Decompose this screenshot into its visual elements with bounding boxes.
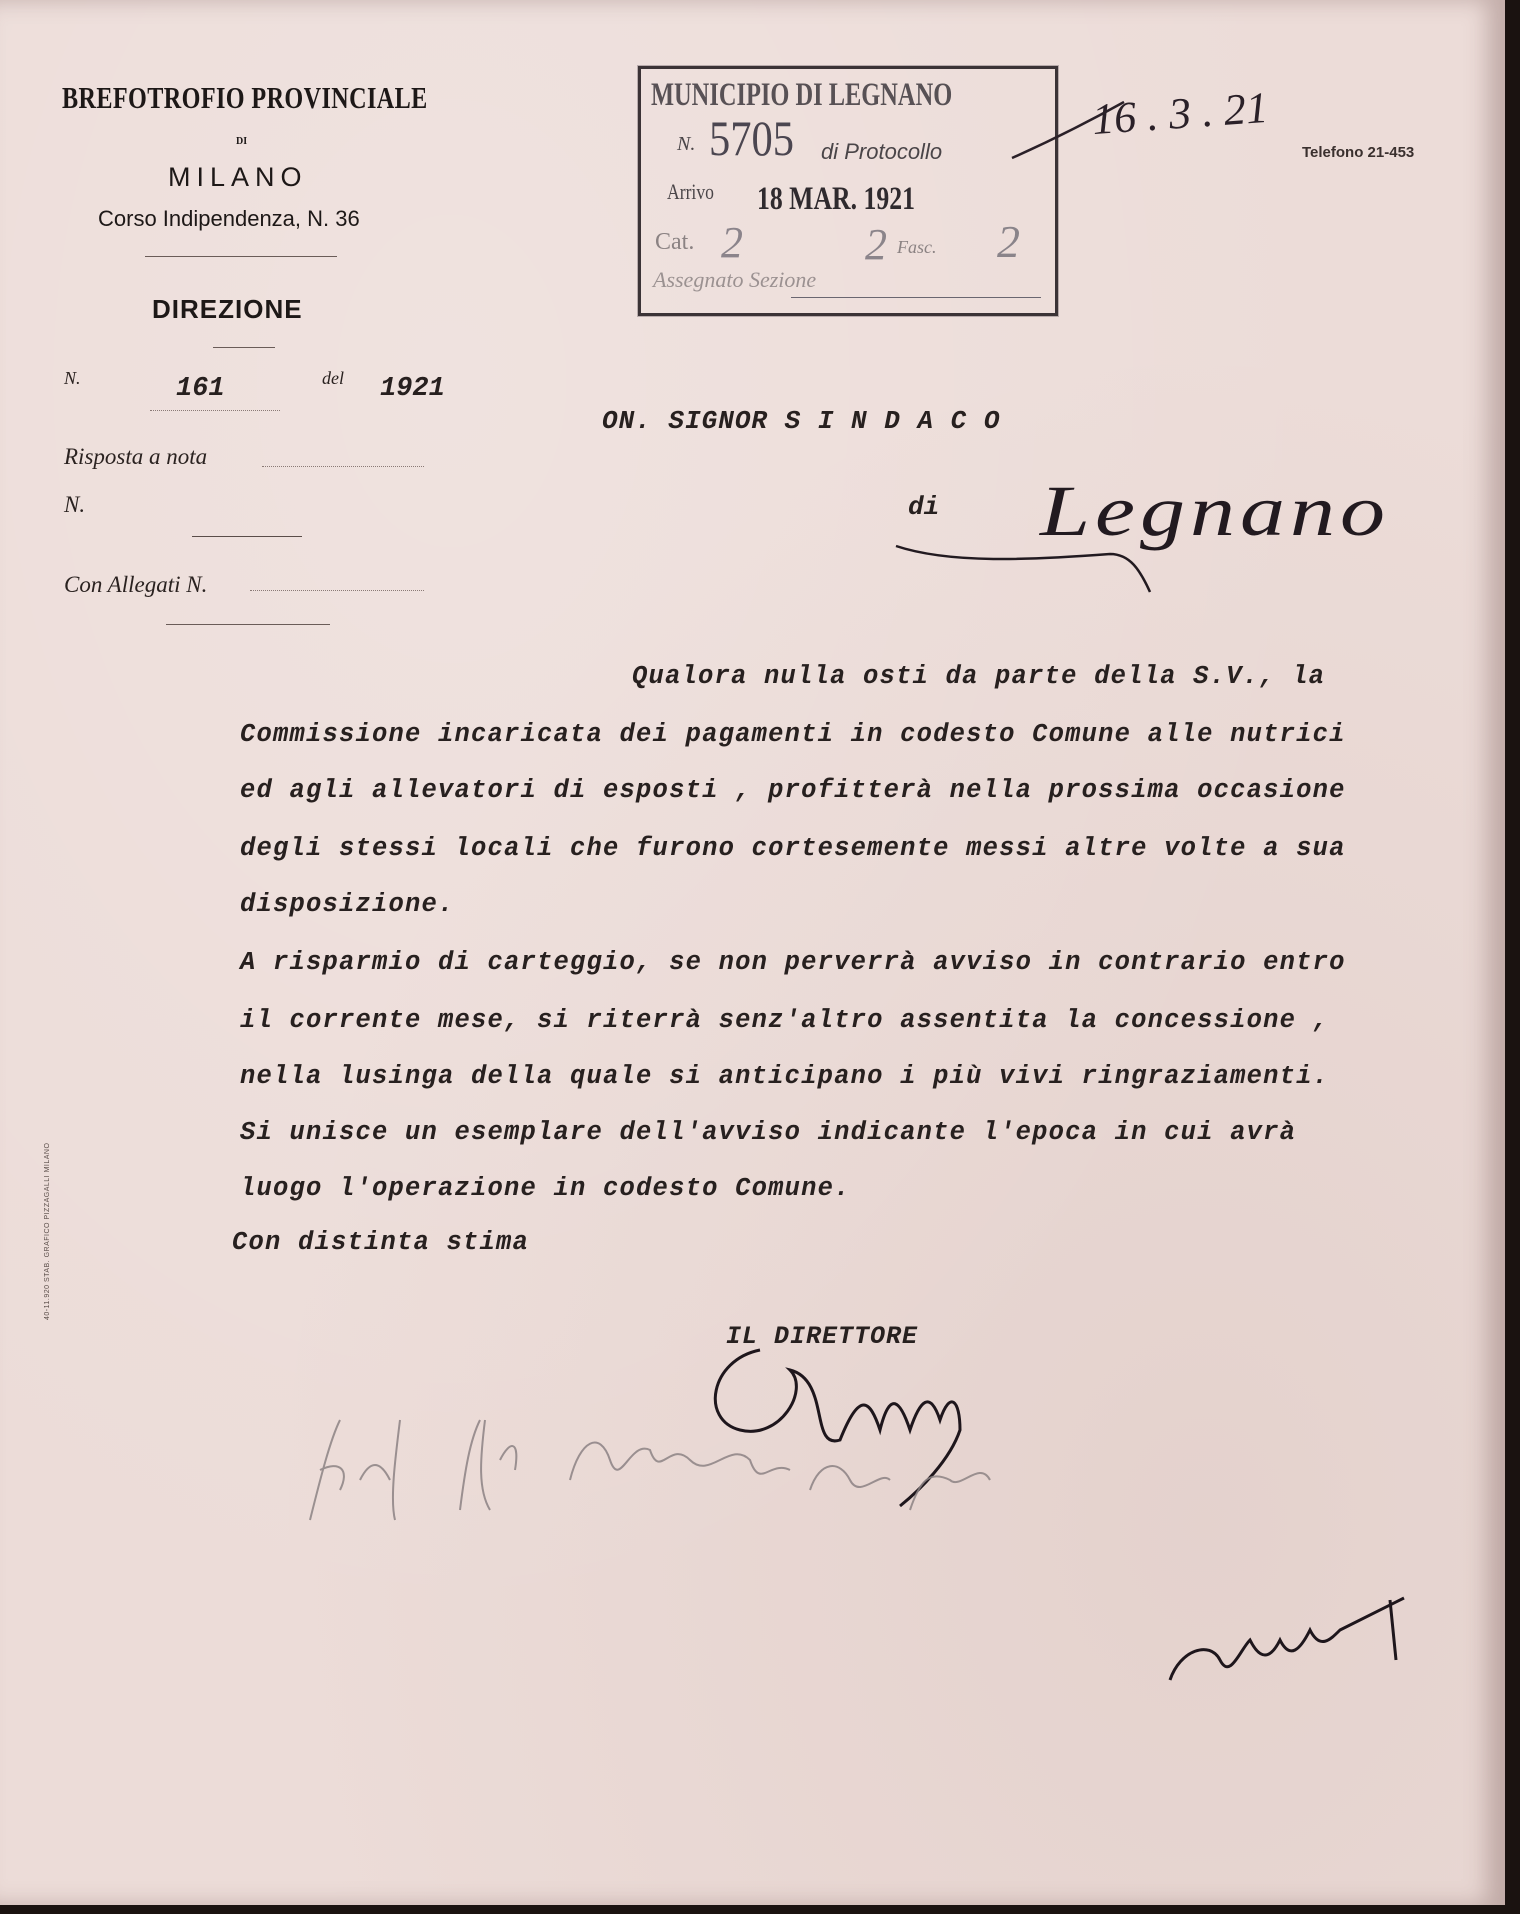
institution-name: BREFOTROFIO PROVINCIALE [62,80,428,115]
stamp-cat-label: Cat. [655,229,695,255]
body-line-3: ed agli allevatori di esposti , profitterà nella prossima occasione [240,776,1346,805]
telefono: Telefono 21-453 [1302,144,1415,161]
risposta-n-label: N. [64,492,86,517]
body-line-7: il corrente mese, si riterrà senz'altro assentita la concessione , [240,1006,1330,1035]
stamp-bottom-line [791,297,1041,298]
body-line-1: Qualora nulla osti da parte della S.V., la [632,662,1326,691]
recipient-line: ON. SIGNOR S I N D A C O [602,406,1001,436]
allegati-divider [166,624,330,625]
recipient-di: di [908,492,940,522]
ref-del-label: del [322,368,344,388]
letterhead-address: Corso Indipendenza, N. 36 [98,206,360,231]
letterhead-di: DI [236,136,248,147]
body-line-10: luogo l'operazione in codesto Comune. [240,1174,851,1203]
allegati-line [250,590,424,591]
stamp-municipio: MUNICIPIO DI LEGNANO [651,77,953,113]
stamp-fasc-value: 2 [997,216,1020,267]
stamp-class-value: 2 [865,220,887,269]
stamp-fasc-label: Fasc. [897,237,937,257]
recipient-city-handwritten: Legnano [1040,471,1390,551]
recipient-underline-stroke [890,520,1350,600]
handwritten-date: 16 . 3 . 21 [1090,82,1270,145]
ref-number-line [150,410,280,411]
stamp-cat-value: 2 [721,218,743,267]
body-line-9: Si unisce un esemplare dell'avviso indicante l'epoca in cui avrà [240,1118,1297,1147]
ref-year: 1921 [380,374,445,404]
side-printer-imprint: 40-11.920 STAB. GRAFICO PIZZAGALLI MILANO [44,1142,51,1320]
stamp-protocol-number: 5705 [709,110,794,166]
ref-number: 161 [176,374,225,404]
stamp-arrivo-label: Arrivo [667,179,714,204]
letterhead-divider [145,256,337,257]
secondary-signature [1160,1580,1420,1690]
department-divider [213,347,275,348]
department-title: DIREZIONE [152,294,303,324]
body-line-8: nella lusinga della quale si anticipano i più vivi ringraziamenti. [240,1062,1330,1091]
body-line-5: disposizione. [240,890,455,919]
risposta-line [262,466,424,467]
stamp-assegnato-label: Assegnato Sezione [653,267,817,292]
allegati-label: Con Allegati N. [64,572,208,597]
body-line-2: Commissione incaricata dei pagamenti in codesto Comune alle nutrici [240,720,1346,749]
risposta-label: Risposta a nota [64,444,208,469]
stamp-number-prefix: N. [677,133,696,155]
ref-n-label: N. [64,368,81,388]
body-line-11: Con distinta stima [232,1228,530,1257]
risposta-divider [192,536,302,537]
pencil-annotation [290,1400,1010,1530]
signature-title: IL DIRETTORE [726,1322,919,1351]
stamp-protocol-label: di Protocollo [821,139,943,164]
letterhead-city: MILANO [168,162,308,192]
date-strike-stroke [1008,96,1128,166]
protocol-stamp [638,66,1058,316]
stamp-date: 18 MAR. 1921 [757,181,915,217]
body-line-4: degli stessi locali che furono cortesemente messi altre volte a sua [240,834,1346,863]
body-line-6: A risparmio di carteggio, se non perverrà avviso in contrario entro [240,948,1346,977]
